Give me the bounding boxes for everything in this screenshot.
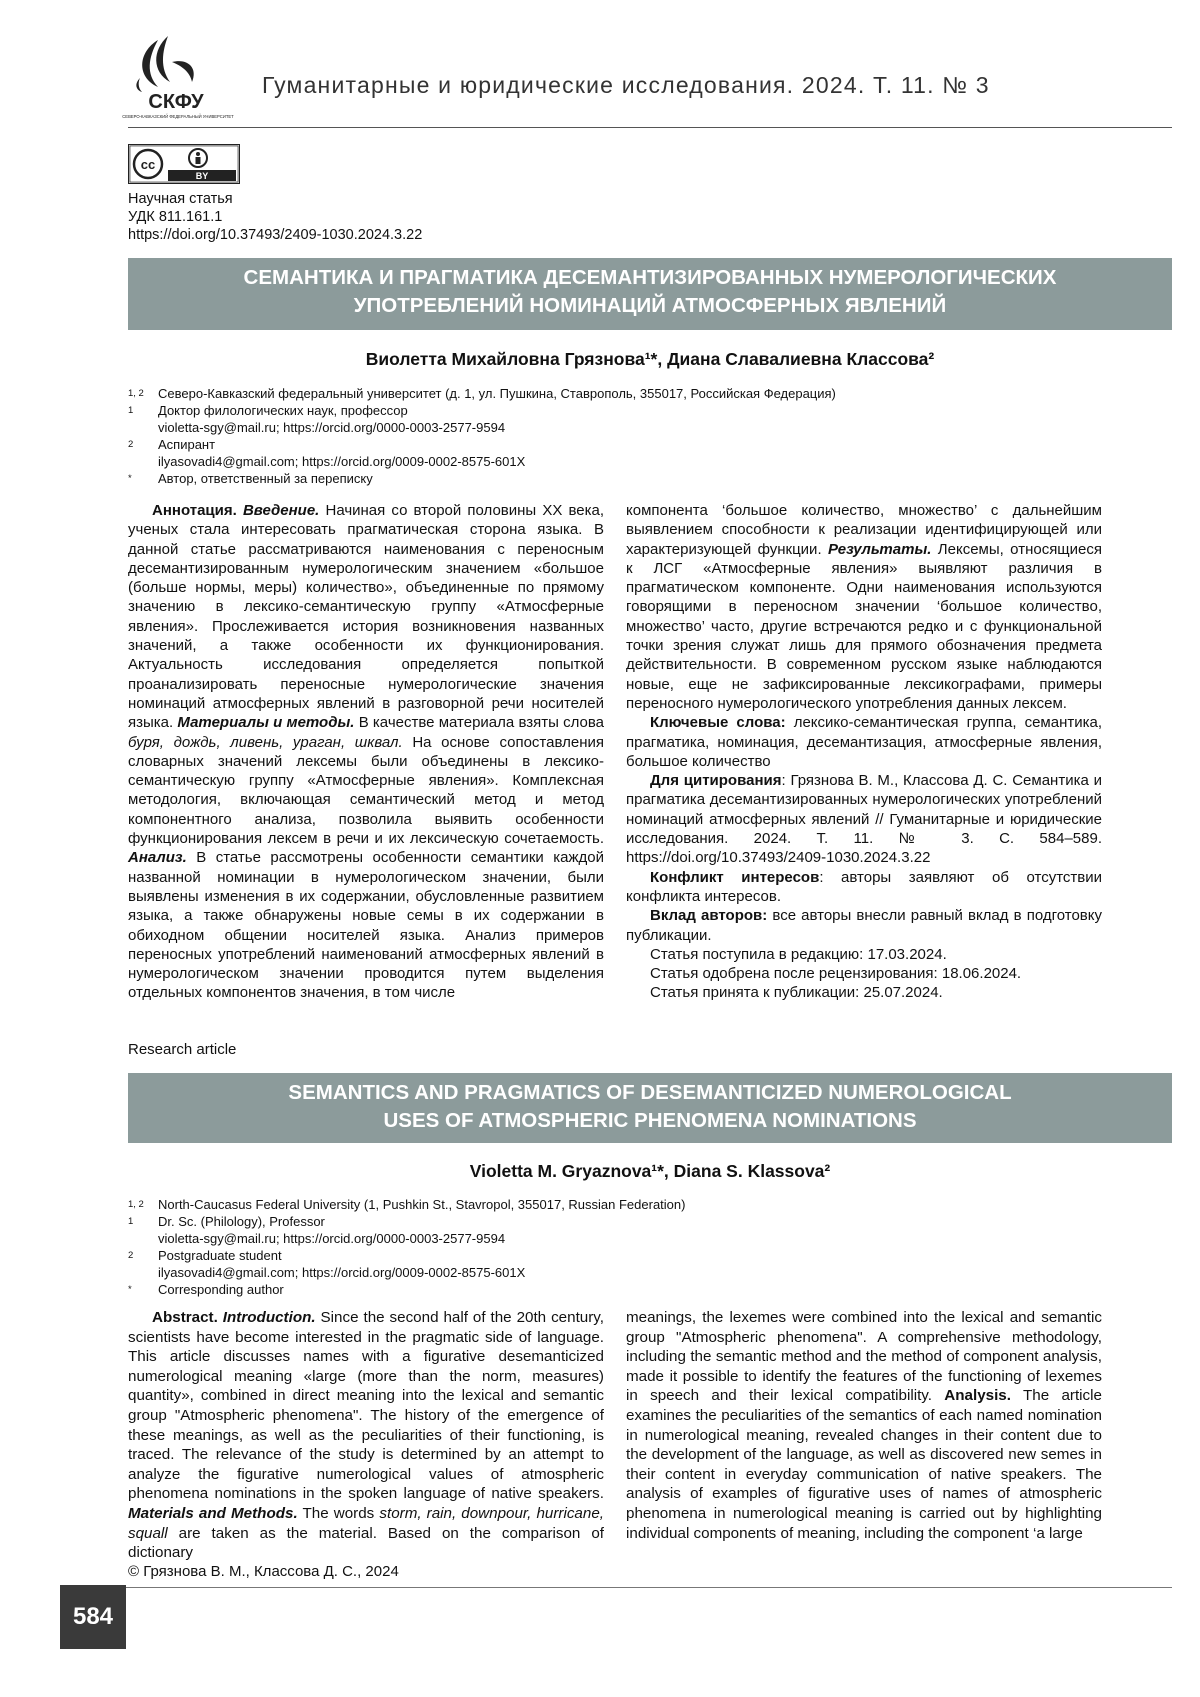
affiliation-row: ilyasovadi4@gmail.com; https://orcid.org/0009-0002-8575-601X — [128, 1264, 1172, 1281]
analysis-label: Анализ. — [128, 849, 187, 866]
affiliation-row: 1, 2 Северо-Кавказский федеральный университет (д. 1, ул. Пушкина, Ставрополь, 355017, Российская Федерация) — [128, 385, 1172, 402]
affiliations-ru — [128, 385, 1172, 487]
affiliation-row: violetta-sgy@mail.ru; https://orcid.org/0000-0003-2577-9594 — [128, 419, 1172, 436]
affiliation-row: 1, 2 North-Caucasus Federal University (1, Pushkin St., Stavropol, 355017, Russian Federation) — [128, 1196, 1172, 1213]
logo-text: СКФУ — [148, 91, 204, 113]
authors-ru: Виолетта Михайловна Грязнова¹*, Диана Славалиевна Классова² — [128, 349, 1172, 370]
affiliation-row: 1 Доктор филологических наук, профессор — [128, 402, 1172, 419]
affiliation-row: 1 Dr. Sc. (Philology), Professor — [128, 1213, 1172, 1230]
intro-label: Введение. — [243, 502, 319, 519]
affiliation-row: * Автор, ответственный за переписку — [128, 470, 1172, 487]
affiliations-en — [128, 1196, 1172, 1298]
page-number: 584 — [60, 1585, 126, 1649]
received-date: Статья поступила в редакцию: 17.03.2024. — [626, 945, 1102, 964]
logo-subtitle: СЕВЕРО-КАВКАЗСКИЙ ФЕДЕРАЛЬНЫЙ УНИВЕРСИТЕТ — [122, 114, 234, 119]
accepted-date: Статья принята к публикации: 25.07.2024. — [626, 983, 1102, 1002]
affiliation-row: 2 Аспирант — [128, 436, 1172, 453]
materials-label-en: Materials and Methods. — [128, 1505, 298, 1522]
affiliation-row: ilyasovadi4@gmail.com; https://orcid.org/0009-0002-8575-601X — [128, 453, 1172, 470]
journal-header — [128, 32, 1172, 128]
journal-title: Гуманитарные и юридические исследования. 2024. Т. 11. № 3 — [262, 72, 990, 99]
abstract-en-right: meanings, the lexemes were combined into the lexical and semantic group "Atmospheric phenomena". A comprehensive methodology, including the semantic method and the method of component analysis, made it possible to identify the features of the functioning of lexemes in speech and their lexical compatibility. Analysis. The article examines the peculiarities of the semantics of each named nomination in numerological meaning, revealed changes in their content due to the development of the language, as well as discovered new semes in their content in everyday communication of native speakers. The analysis of examples of figurative uses of names of atmospheric phenomena in numerological meaning is carried out by highlighting individual components of meaning, including the component ‘a large — [626, 1308, 1102, 1543]
keywords-label: Ключевые слова: — [650, 714, 786, 731]
license-label: BY — [196, 171, 209, 181]
materials-words-en: storm, rain, downpour, hurricane, squall — [128, 1505, 604, 1542]
affiliation-row: 2 Postgraduate student — [128, 1247, 1172, 1264]
results-label: Результаты. — [828, 541, 931, 558]
citation-label: Для цитирования — [650, 772, 782, 789]
materials-label: Материалы и методы. — [177, 714, 354, 731]
approved-date: Статья одобрена после рецензирования: 18.06.2024. — [626, 964, 1102, 983]
abstract-label-en: Abstract. — [152, 1309, 218, 1326]
contrib-label: Вклад авторов: — [650, 907, 767, 924]
title-en — [128, 1073, 1172, 1143]
cc-by-icon — [128, 144, 240, 184]
abstract-ru-right: компонента ‘большое количество, множество’ с дальнейшим выявлением способности к реализации идентифицирующей или характеризующей функции. Результаты. Лексемы, относящиеся к ЛСГ «Атмосферные явления» выявляют различия в прагматическом компоненте. Одни наименования используются говорящими в переносном значении ‘большое количество, множество’ часто, другие встречаются редко и с функциональной точки зрения служат лишь для прямого обозначения предмета действительности. В современном русском языке наблюдаются новые, еще не зафиксированные лексикографами, примеры переносного нумерологического употребления данных лексем. Ключевые слова: лексико-семантическая группа, семантика, прагматика, номинация, десемантизация, атмосферные явления, большое количество Для цитирования: Грязнова В. М., Классова Д. С. Семантика и прагматика десемантизированных нумерологических употреблений номинаций атмосферных явлений // Гуманитарные и юридические исследования. 2024. Т. 11. № 3. С. 584–589. https://doi.org/10.37493/2409-1030.2024.3.22 Конфликт интересов: авторы заявляют об отсутствии конфликта интересов. Вклад авторов: все авторы внесли равный вклад в подготовку публикации. Статья поступила в редакцию: 17.03.2024. Статья одобрена после рецензирования: 18.06.2024. Статья принята к публикации: 25.07.2024. — [626, 501, 1102, 1003]
abstract-ru-left: Аннотация. Введение. Начиная со второй половины XX века, ученых стала интересовать прагматическая сторона языка. В данной статье рассматриваются наименования с переносным десемантизированным нумерологическим значением «большое (больше нормы, меры) количество», объединенные по прямому значению в лексико-семантическую группу «Атмосферные явления». Прослеживается история возникновения названных значений, а также особенности их функционирования. Актуальность исследования определяется попыткой проанализировать переносные нумерологические значения номинаций атмосферных явлений в разговорной речи носителей языка. Материалы и методы. В качестве материала взяты слова буря, дождь, ливень, ураган, шквал. На основе сопоставления словарных значений лексемы были объединены в лексико-семантическую группу «Атмосферные явления». Комплексная методология, включающая семантический метод и метод компонентного анализа, позволила выявить особенности функционирования лексем в речи и их лексическую сочетаемость. Анализ. В статье рассмотрены особенности семантики каждой названной номинации в нумерологическом значении, были выявлены изменения в их содержании, обусловленные развитием языка, а также обнаружены новые семы в их содержании в обиходном общении носителей языка. Анализ примеров переносных употреблений наименований атмосферных явлений в нумерологическом значении проводится путем выделения отдельных компонентов значения, в том числе — [128, 501, 604, 1003]
title-ru-line2: УПОТРЕБЛЕНИЙ НОМИНАЦИЙ АТМОСФЕРНЫХ ЯВЛЕНИЙ — [168, 292, 1132, 320]
svg-text:cc: cc — [141, 157, 155, 172]
title-en-line1: SEMANTICS AND PRAGMATICS OF DESEMANTICIZED NUMEROLOGICAL — [168, 1079, 1132, 1107]
article-meta — [128, 190, 422, 244]
abstract-label: Аннотация. — [152, 502, 237, 519]
authors-en: Violetta M. Gryaznova¹*, Diana S. Klassova² — [128, 1161, 1172, 1182]
skfu-logo-icon — [128, 32, 228, 124]
title-en-line2: USES OF ATMOSPHERIC PHENOMENA NOMINATIONS — [168, 1107, 1132, 1135]
keywords: лексико-семантическая группа, семантика, прагматика, номинация, десемантизация, атмосферные явления, большое количество — [626, 714, 1102, 770]
conflict-label: Конфликт интересов — [650, 869, 819, 886]
abstract-en-left: Abstract. Introduction. Since the second half of the 20th century, scientists have become interested in the pragmatic side of language. This article discusses names with a figurative desemanticized numerological meaning «large (more than the norm, measures) quantity», combined in direct meaning into the lexical and semantic group "Atmospheric phenomena". The history of the emergence of these meanings, as well as the peculiarities of their functioning, is traced. The relevance of the study is determined by an attempt to analyze the figurative numerological values of atmospheric phenomena nominations in the spoken language of native speakers. Materials and Methods. The words storm, rain, downpour, hurricane, squall are taken as the material. Based on the comparison of dictionary — [128, 1308, 604, 1563]
intro-label-en: Introduction. — [223, 1309, 316, 1326]
udk: УДК 811.161.1 — [128, 208, 422, 226]
citation: : Грязнова В. М., Классова Д. С. Семантика и прагматика десемантизированных нумерологических употреблений номинаций атмосферных явлений // Гуманитарные и юридические исследования. 2024. Т. 11. № 3. С. 584–589. https://doi.org/10.37493/2409-1030.2024.3.22 — [626, 772, 1102, 866]
affiliation-row: violetta-sgy@mail.ru; https://orcid.org/0000-0003-2577-9594 — [128, 1230, 1172, 1247]
university-logo — [128, 32, 228, 124]
title-ru — [128, 258, 1172, 330]
copyright: © Грязнова В. М., Классова Д. С., 2024 — [128, 1563, 399, 1580]
article-type: Научная статья — [128, 190, 422, 208]
analysis-label-en: Analysis. — [944, 1387, 1011, 1404]
title-ru-line1: СЕМАНТИКА И ПРАГМАТИКА ДЕСЕМАНТИЗИРОВАННЫХ НУМЕРОЛОГИЧЕСКИХ — [168, 264, 1132, 292]
article-type-en: Research article — [128, 1041, 236, 1058]
materials-words: буря, дождь, ливень, ураган, шквал. — [128, 734, 403, 751]
abstract-text: Начиная со второй половины XX века, ученых стала интересовать прагматическая сторона языка. В данной статье рассматриваются наименования с переносным десемантизированным нумерологическим значением «большое (больше нормы, меры) количество», объединенные по прямому значению в лексико-семантическую группу «Атмосферные явления». Прослеживается история возникновения названных значений, а также особенности их функционирования. Актуальность исследования определяется попыткой проанализировать переносные нумерологические значения номинаций атмосферных явлений в разговорной речи носителей языка. — [128, 502, 604, 731]
footer-divider — [108, 1587, 1172, 1588]
doi-link[interactable]: https://doi.org/10.37493/2409-1030.2024.3.22 — [128, 226, 422, 244]
affiliation-row: * Corresponding author — [128, 1281, 1172, 1298]
